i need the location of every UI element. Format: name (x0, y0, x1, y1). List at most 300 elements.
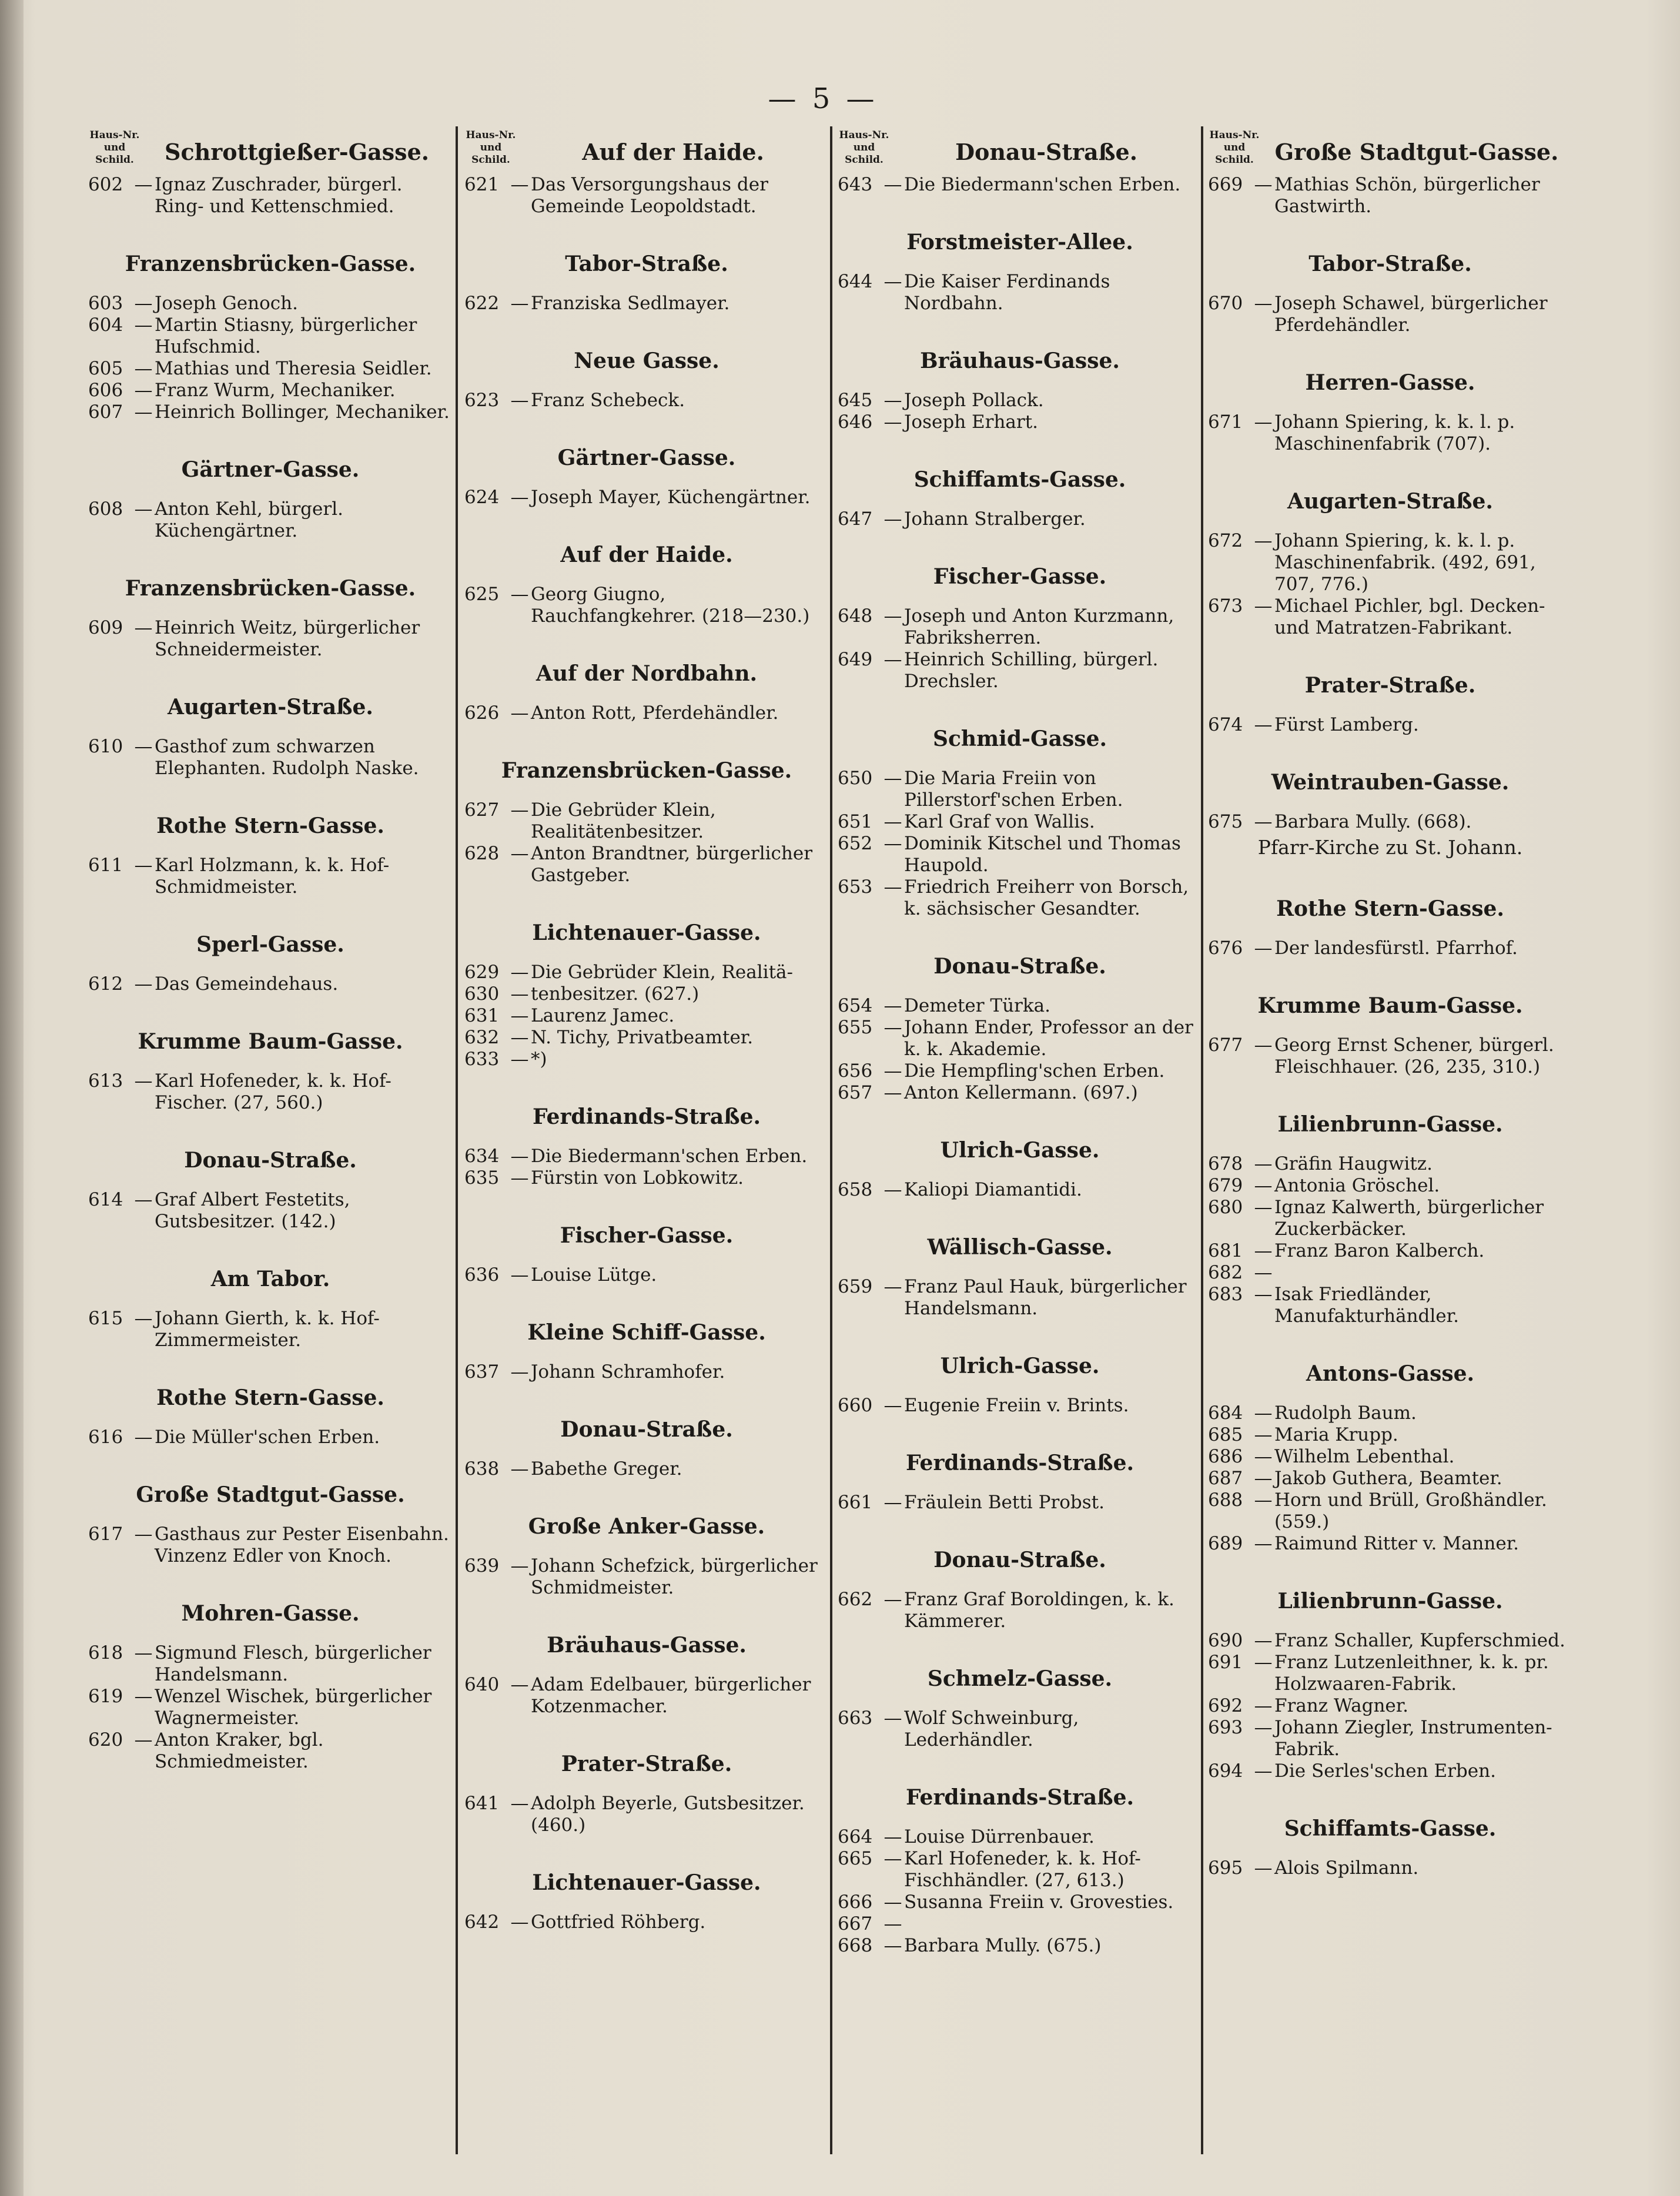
street-heading: Fischer-Gasse. (933, 564, 1107, 589)
street-heading: Lilienbrunn-Gasse. (1277, 1112, 1503, 1137)
house-number: 666 (838, 1892, 873, 1913)
owner-text: Fräulein Betti Probst. (904, 1492, 1105, 1513)
dash-separator: — (883, 390, 902, 411)
owner-text: Joseph und Anton Kurzmann, Fabriksherren. (904, 605, 1174, 648)
house-number: 605 (88, 358, 123, 379)
house-number: 603 (88, 293, 123, 314)
owner-text: Johann Stralberger. (904, 508, 1086, 530)
dash-separator: — (134, 358, 153, 379)
directory-entry (88, 973, 453, 995)
dash-separator: — (1254, 293, 1273, 314)
directory-entry (88, 855, 453, 898)
house-number: 694 (1208, 1760, 1243, 1782)
owner-text: Franz Schaller, Kupferschmied. (1274, 1630, 1565, 1651)
house-number: 608 (88, 498, 123, 520)
house-number: 607 (88, 401, 123, 423)
street-heading: Donau-Straße. (184, 1148, 357, 1173)
house-number: 630 (464, 983, 500, 1005)
dash-separator: — (510, 584, 529, 605)
street-heading: Franzensbrücken-Gasse. (125, 252, 416, 276)
dash-separator: — (883, 811, 902, 832)
owner-text: Fürstin von Lobkowitz. (531, 1167, 744, 1189)
owner-text: Joseph Genoch. (155, 293, 298, 314)
directory-entry (838, 605, 1202, 649)
owner-text: Dominik Kitschel und Thomas Haupold. (904, 833, 1181, 876)
dash-separator: — (134, 380, 153, 401)
directory-entry (838, 811, 1202, 833)
house-number: 610 (88, 736, 123, 757)
street-heading: Prater-Straße. (561, 1752, 732, 1776)
street-heading: Donau-Straße. (955, 139, 1137, 165)
street-heading: Am Tabor. (210, 1267, 330, 1291)
house-number: 629 (464, 962, 500, 983)
house-number: 616 (88, 1427, 123, 1448)
house-number: 619 (88, 1686, 123, 1707)
directory-entry (838, 768, 1202, 811)
dash-separator: — (510, 1167, 529, 1189)
house-number: 676 (1208, 938, 1243, 959)
house-number: 687 (1208, 1468, 1243, 1489)
dash-separator: — (883, 1708, 902, 1729)
owner-text: Maria Krupp. (1274, 1424, 1398, 1445)
owner-text: Die Hempfling'schen Erben. (904, 1060, 1165, 1082)
street-heading: Schmelz-Gasse. (927, 1666, 1113, 1691)
street-heading: Bräuhaus-Gasse. (547, 1633, 747, 1658)
street-heading: Kleine Schiff-Gasse. (527, 1320, 766, 1345)
column-2 (464, 129, 829, 2151)
house-number: 668 (838, 1935, 873, 1956)
house-number: 627 (464, 799, 500, 821)
house-number: 684 (1208, 1402, 1243, 1424)
dash-separator: — (883, 1395, 902, 1416)
street-heading: Donau-Straße. (933, 1548, 1106, 1572)
street-heading: Gärtner-Gasse. (557, 446, 736, 470)
house-number: 646 (838, 411, 873, 433)
owner-text: Kaliopi Diamantidi. (904, 1179, 1082, 1200)
directory-entry (838, 411, 1202, 433)
directory-entry (1208, 1760, 1572, 1782)
owner-text: Anton Kraker, bgl. Schmiedmeister. (155, 1729, 324, 1772)
house-number: 644 (838, 271, 873, 292)
dash-separator: — (883, 1848, 902, 1869)
house-number-label: Haus-Nr. und Schild. (89, 129, 140, 166)
house-number: 631 (464, 1005, 500, 1026)
owner-text: Rudolph Baum. (1274, 1402, 1417, 1424)
dash-separator: — (510, 1674, 529, 1695)
street-heading: Mohren-Gasse. (181, 1601, 360, 1626)
owner-text: Johann Spiering, k. k. l. p. Maschinenfabrik. (492, 691, 707, 776.) (1274, 530, 1536, 595)
owner-text: Die Maria Freiin von Pillerstorf'schen Erben. (904, 768, 1123, 811)
house-number: 639 (464, 1555, 500, 1576)
owner-text: Franz Graf Boroldingen, k. k. Kämmerer. (904, 1589, 1174, 1632)
directory-entry (838, 1848, 1202, 1892)
street-heading: Krumme Baum-Gasse. (138, 1029, 403, 1054)
street-heading: Schrottgießer-Gasse. (165, 139, 429, 165)
house-number: 675 (1208, 811, 1243, 832)
house-number: 621 (464, 174, 500, 195)
owner-text: Anton Kehl, bürgerl. Küchengärtner. (155, 498, 343, 541)
dash-separator: — (883, 1826, 902, 1847)
street-heading: Große Anker-Gasse. (528, 1514, 765, 1539)
column-header (838, 129, 1202, 174)
house-number: 609 (88, 617, 123, 638)
owner-text: Anton Kellermann. (697.) (904, 1082, 1138, 1103)
owner-text: Gasthaus zur Pester Eisenbahn. Vinzenz Edler von Knoch. (155, 1524, 449, 1566)
dash-separator: — (1254, 1153, 1273, 1174)
directory-entry (88, 736, 453, 779)
house-number: 618 (88, 1642, 123, 1663)
owner-text: Antonia Gröschel. (1274, 1175, 1440, 1196)
owner-text: Horn und Brüll, Großhändler. (559.) (1274, 1489, 1547, 1532)
owner-text: Heinrich Bollinger, Mechaniker. (155, 401, 450, 423)
house-number: 632 (464, 1027, 500, 1048)
dash-separator: — (510, 1264, 529, 1286)
dash-separator: — (134, 1070, 153, 1092)
dash-separator: — (883, 1589, 902, 1610)
street-heading: Auf der Haide. (560, 543, 733, 567)
directory-entry (464, 702, 829, 724)
column-rule (456, 126, 458, 2154)
owner-text: Fürst Lamberg. (1274, 714, 1419, 735)
house-number: 652 (838, 833, 873, 854)
house-number: 606 (88, 380, 123, 401)
street-heading: Rothe Stern-Gasse. (1276, 896, 1504, 921)
directory-entry (464, 487, 829, 508)
house-number: 617 (88, 1524, 123, 1545)
owner-text: Michael Pichler, bgl. Decken- und Matratzen-Fabrikant. (1274, 595, 1545, 638)
street-heading: Schiffamts-Gasse. (913, 467, 1126, 492)
directory-entry (464, 843, 829, 886)
owner-text: Das Versorgungshaus der Gemeinde Leopoldstadt. (531, 174, 768, 217)
directory-entry (88, 380, 453, 401)
house-number: 637 (464, 1361, 500, 1382)
street-heading: Ulrich-Gasse. (940, 1138, 1100, 1163)
book-gutter (0, 0, 24, 2196)
house-number: 661 (838, 1492, 873, 1513)
directory-entry (838, 1892, 1202, 1913)
owner-text: Mathias und Theresia Seidler. (155, 358, 432, 379)
directory-entry (88, 1729, 453, 1773)
dash-separator: — (134, 314, 153, 336)
directory-entry (838, 1017, 1202, 1060)
directory-entry (1208, 1489, 1572, 1533)
directory-entry (88, 174, 453, 217)
house-number: 685 (1208, 1424, 1243, 1445)
house-number: 689 (1208, 1533, 1243, 1554)
directory-entry (1208, 411, 1572, 455)
directory-entry (1208, 1424, 1572, 1446)
dash-separator: — (1254, 1284, 1273, 1305)
directory-entry (88, 617, 453, 661)
directory-entry (838, 995, 1202, 1017)
house-number: 626 (464, 702, 500, 724)
dash-separator: — (510, 293, 529, 314)
directory-entry (1208, 1468, 1572, 1489)
owner-text: Mathias Schön, bürgerlicher Gastwirth. (1274, 174, 1540, 217)
directory-entry (1208, 1153, 1572, 1175)
house-number: 655 (838, 1017, 873, 1038)
column-4 (1208, 129, 1572, 2151)
directory-entry (1208, 1533, 1572, 1555)
owner-text: Joseph Pollack. (904, 390, 1044, 411)
directory-entry (838, 833, 1202, 876)
directory-entry (1208, 1652, 1572, 1695)
dash-separator: — (510, 174, 529, 195)
house-number: 663 (838, 1708, 873, 1729)
directory-entry (1208, 1630, 1572, 1652)
house-number: 612 (88, 973, 123, 995)
directory-entry (838, 390, 1202, 411)
house-number: 654 (838, 995, 873, 1016)
directory-entry (1208, 1402, 1572, 1424)
house-number: 683 (1208, 1284, 1243, 1305)
house-number: 662 (838, 1589, 873, 1610)
dash-separator: — (134, 855, 153, 876)
owner-text: Isak Friedländer, Manufakturhändler. (1274, 1284, 1459, 1327)
owner-text: Die Serles'schen Erben. (1274, 1760, 1496, 1782)
house-number: 647 (838, 508, 873, 530)
house-number: 638 (464, 1458, 500, 1479)
house-number: 635 (464, 1167, 500, 1189)
dash-separator: — (883, 876, 902, 898)
column-rule (830, 126, 832, 2154)
owner-text: Joseph Erhart. (904, 411, 1039, 433)
house-number: 650 (838, 768, 873, 789)
directory-entry (838, 1276, 1202, 1320)
house-number: 693 (1208, 1717, 1243, 1738)
owner-text: Laurenz Jamec. (531, 1005, 675, 1026)
owner-text: Gräfin Haugwitz. (1274, 1153, 1433, 1174)
street-heading: Ferdinands-Straße. (532, 1104, 761, 1129)
house-number: 623 (464, 390, 500, 411)
house-number: 659 (838, 1276, 873, 1297)
owner-text: Barbara Mully. (675.) (904, 1935, 1102, 1956)
street-heading: Auf der Haide. (582, 139, 764, 165)
owner-text: Das Gemeindehaus. (155, 973, 339, 995)
directory-entry (88, 1427, 453, 1448)
dash-separator: — (883, 1892, 902, 1913)
house-number: 620 (88, 1729, 123, 1750)
street-heading: Bräuhaus-Gasse. (920, 349, 1120, 373)
owner-text: Franz Schebeck. (531, 390, 685, 411)
dash-separator: — (1254, 938, 1273, 959)
directory-entry (88, 1189, 453, 1233)
dash-separator: — (1254, 1533, 1273, 1554)
house-number: 653 (838, 876, 873, 898)
street-heading: Fischer-Gasse. (560, 1223, 734, 1248)
directory-entry (1208, 530, 1572, 595)
dash-separator: — (883, 605, 902, 627)
house-number: 674 (1208, 714, 1243, 735)
owner-text: Adam Edelbauer, bürgerlicher Kotzenmacher. (531, 1674, 811, 1717)
house-number: 688 (1208, 1489, 1243, 1511)
house-number: 624 (464, 487, 500, 508)
owner-text: Wilhelm Lebenthal. (1274, 1446, 1455, 1467)
owner-text: Alois Spilmann. (1274, 1857, 1419, 1879)
directory-entry (464, 1027, 829, 1049)
directory-entry (464, 1793, 829, 1836)
street-heading: Franzensbrücken-Gasse. (501, 758, 792, 783)
dash-separator: — (1254, 595, 1273, 617)
owner-text: Karl Holzmann, k. k. Hof-Schmidmeister. (155, 855, 390, 898)
owner-text: Jakob Guthera, Beamter. (1274, 1468, 1502, 1489)
directory-entry (464, 1005, 829, 1027)
directory-entry (1208, 811, 1572, 833)
directory-entry (464, 1458, 829, 1480)
directory-entry (464, 1264, 829, 1286)
street-heading: Donau-Straße. (560, 1417, 733, 1442)
directory-entry (838, 1395, 1202, 1417)
house-number: 660 (838, 1395, 873, 1416)
house-number: 640 (464, 1674, 500, 1695)
owner-text: Karl Hofeneder, k. k. Hof-Fischer. (27, 560.) (155, 1070, 391, 1113)
house-number: 680 (1208, 1197, 1243, 1218)
street-heading: Lichtenauer-Gasse. (532, 1870, 761, 1895)
owner-text: Johann Spiering, k. k. l. p. Maschinenfabrik (707). (1274, 411, 1515, 454)
owner-text: Friedrich Freiherr von Borsch, k. sächsischer Gesandter. (904, 876, 1189, 919)
street-heading: Augarten-Straße. (1287, 489, 1493, 514)
house-number: 667 (838, 1913, 873, 1934)
house-number: 641 (464, 1793, 500, 1814)
house-number: 615 (88, 1308, 123, 1329)
directory-entry (464, 1912, 829, 1933)
dash-separator: — (1254, 1240, 1273, 1261)
directory-entry (838, 876, 1202, 920)
house-number: 669 (1208, 174, 1243, 195)
owner-text: Die Biedermann'schen Erben. (531, 1146, 808, 1167)
street-heading: Sperl-Gasse. (196, 932, 344, 957)
dash-separator: — (1254, 530, 1273, 551)
owner-text: Demeter Türka. (904, 995, 1050, 1016)
column-header (464, 129, 829, 174)
owner-text: Franz Wagner. (1274, 1695, 1409, 1716)
directory-entry (838, 1708, 1202, 1751)
page-number: — 5 — (768, 82, 878, 115)
owner-text: Heinrich Schilling, bürgerl. Drechsler. (904, 649, 1159, 692)
dash-separator: — (134, 498, 153, 520)
dash-separator: — (1254, 1197, 1273, 1218)
dash-separator: — (134, 1686, 153, 1707)
street-heading: Schmid-Gasse. (932, 727, 1107, 751)
owner-text: Anton Brandtner, bürgerlicher Gastgeber. (531, 843, 813, 886)
dash-separator: — (510, 799, 529, 821)
owner-text: Franz Wurm, Mechaniker. (155, 380, 396, 401)
house-number: 664 (838, 1826, 873, 1847)
dash-separator: — (1254, 1035, 1273, 1056)
directory-entry (88, 1308, 453, 1351)
street-heading: Lichtenauer-Gasse. (532, 920, 761, 945)
dash-separator: — (134, 401, 153, 423)
directory-entry (88, 293, 453, 314)
street-heading: Lilienbrunn-Gasse. (1277, 1589, 1503, 1613)
owner-text: Die Müller'schen Erben. (155, 1427, 380, 1448)
owner-text: Franz Lutzenleithner, k. k. pr. Holzwaaren-Fabrik. (1274, 1652, 1549, 1695)
dash-separator: — (1254, 811, 1273, 832)
house-number: 634 (464, 1146, 500, 1167)
directory-entry (838, 1060, 1202, 1082)
dash-separator: — (883, 508, 902, 530)
directory-entry (838, 508, 1202, 530)
owner-text: Johann Ender, Professor an der k. k. Akademie. (904, 1017, 1193, 1060)
dash-separator: — (510, 487, 529, 508)
street-heading: Rothe Stern-Gasse. (156, 814, 384, 838)
owner-text: Joseph Schawel, bürgerlicher Pferdehändler. (1274, 293, 1548, 336)
column-header (88, 129, 453, 174)
owner-text: Eugenie Freiin v. Brints. (904, 1395, 1129, 1416)
house-number: 645 (838, 390, 873, 411)
owner-text: Georg Ernst Schener, bürgerl. Fleischhauer. (26, 235, 310.) (1274, 1035, 1554, 1077)
dash-separator: — (1254, 1857, 1273, 1879)
directory-entry (88, 1070, 453, 1114)
street-heading: Tabor-Straße. (1308, 252, 1472, 276)
directory-entry (88, 314, 453, 358)
street-heading: Krumme Baum-Gasse. (1257, 993, 1523, 1018)
street-heading: Rothe Stern-Gasse. (156, 1385, 384, 1410)
owner-text: tenbesitzer. (627.) (531, 983, 700, 1005)
directory-entry (1208, 1284, 1572, 1327)
directory-entry (88, 401, 453, 423)
directory-entry (464, 390, 829, 411)
dash-separator: — (883, 411, 902, 433)
directory-entry (464, 1674, 829, 1718)
directory-entry (464, 1049, 829, 1070)
owner-text: Adolph Beyerle, Gutsbesitzer. (460.) (531, 1793, 805, 1836)
owner-text: Die Gebrüder Klein, Realitä- (531, 962, 793, 983)
dash-separator: — (510, 1793, 529, 1814)
dash-separator: — (1254, 174, 1273, 195)
dash-separator: — (883, 1179, 902, 1200)
dash-separator: — (510, 1555, 529, 1576)
directory-entry (464, 962, 829, 983)
house-number: 636 (464, 1264, 500, 1286)
dash-separator: — (883, 1276, 902, 1297)
directory-entry (838, 1826, 1202, 1848)
dash-separator: — (883, 1060, 902, 1082)
directory-entry (1208, 1240, 1572, 1262)
street-heading: Herren-Gasse. (1305, 370, 1475, 395)
owner-text: Franziska Sedlmayer. (531, 293, 730, 314)
directory-entry (1208, 1695, 1572, 1717)
house-number: 628 (464, 843, 500, 864)
directory-entry (1208, 293, 1572, 336)
dash-separator: — (134, 973, 153, 995)
dash-separator: — (1254, 1760, 1273, 1782)
owner-text: N. Tichy, Privatbeamter. (531, 1027, 754, 1048)
dash-separator: — (883, 1082, 902, 1103)
owner-text: Anton Rott, Pferdehändler. (531, 702, 779, 724)
owner-text: Johann Ziegler, Instrumenten-Fabrik. (1274, 1717, 1552, 1760)
owner-text: Die Biedermann'schen Erben. (904, 174, 1181, 195)
dash-separator: — (510, 1458, 529, 1479)
owner-text: Ignaz Kalwerth, bürgerlicher Zuckerbäcker. (1274, 1197, 1544, 1240)
dash-separator: — (510, 1027, 529, 1048)
house-number: 611 (88, 855, 123, 876)
directory-entry (1208, 1717, 1572, 1760)
directory-entry (464, 584, 829, 627)
directory-entry (1208, 1262, 1572, 1284)
dash-separator: — (510, 983, 529, 1005)
house-number: 657 (838, 1082, 873, 1103)
owner-text: Sigmund Flesch, bürgerlicher Handelsmann. (155, 1642, 431, 1685)
owner-text: Karl Hofeneder, k. k. Hof-Fischhändler. (27, 613.) (904, 1848, 1141, 1891)
street-heading: Wällisch-Gasse. (927, 1235, 1113, 1260)
owner-text (904, 1913, 1202, 1935)
dash-separator: — (510, 1146, 529, 1167)
street-heading: Tabor-Straße. (565, 252, 728, 276)
church-note: Pfarr-Kirche zu St. Johann. (1257, 836, 1523, 859)
dash-separator: — (883, 1913, 902, 1934)
owner-text: Ignaz Zuschrader, bürgerl. Ring- und Kettenschmied. (155, 174, 403, 217)
